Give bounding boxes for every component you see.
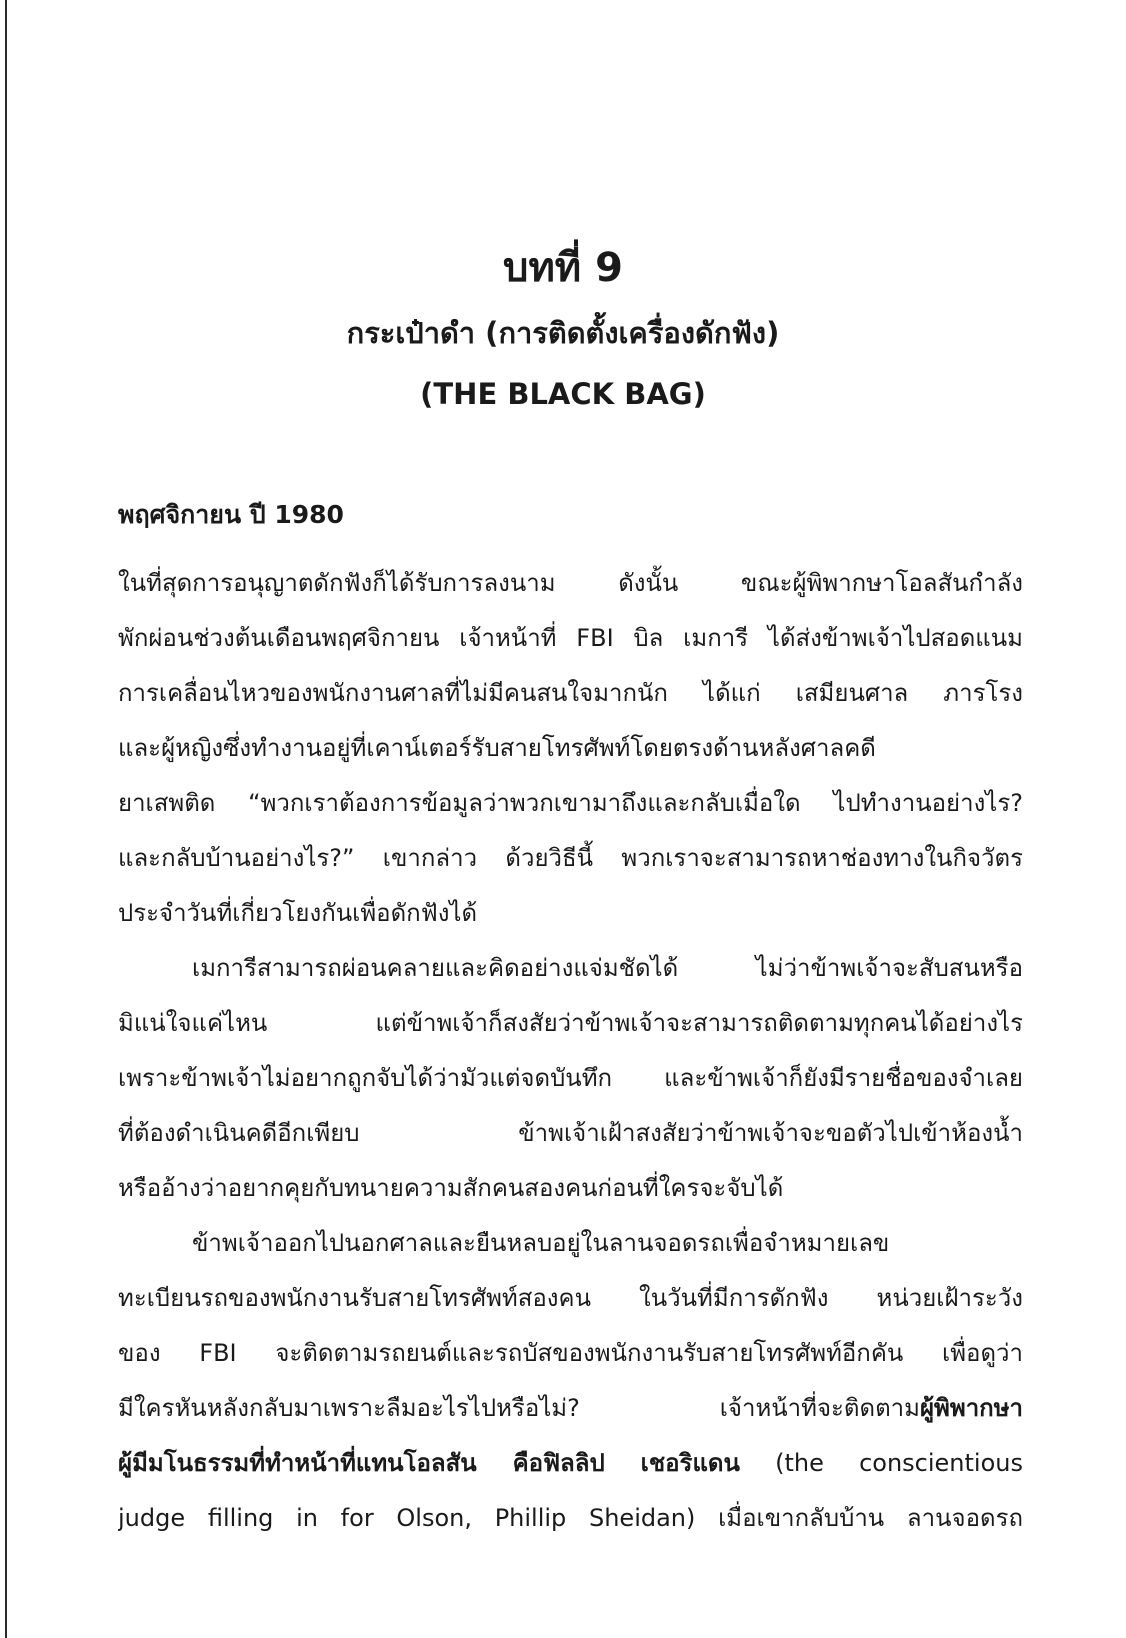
paragraph-1-line: ประจำวันที่เกี่ยวโยงกันเพื่อดักฟังได้ bbox=[118, 899, 478, 927]
chapter-subtitle: (THE BLACK BAG) bbox=[420, 377, 706, 411]
paragraph-2-line: ที่ต้องดำเนินคดีอีกเพียบ ข้าพเจ้าเฝ้าสงสัยว่าข้าพเจ้าจะขอตัวไปเข้าห้องน้ำ bbox=[118, 1119, 1023, 1147]
paragraph-1-line: และกลับบ้านอย่างไร?” เขากล่าว ด้วยวิธีนี้ พวกเราจะสามารถหาช่องทางในกิจวัตร bbox=[118, 844, 1023, 872]
paragraph-3-bold-text: ผู้มีมโนธรรมที่ทำหน้าที่แทนโอลสัน คือฟิลลิป เชอริแดน bbox=[118, 1449, 740, 1477]
paragraph-3-text: (the conscientious bbox=[739, 1449, 1023, 1477]
paragraph-1-line: ในที่สุดการอนุญาตดักฟังก็ได้รับการลงนาม ดังนั้น ขณะผู้พิพากษาโอลสันกำลัง bbox=[118, 569, 1023, 597]
paragraph-2-line: เพราะข้าพเจ้าไม่อยากถูกจับได้ว่ามัวแต่จดบันทึก และข้าพเจ้าก็ยังมีรายชื่อของจำเลย bbox=[118, 1064, 1023, 1092]
paragraph-1-line: ยาเสพติด “พวกเราต้องการข้อมูลว่าพวกเขามาถึงและกลับเมื่อใด ไปทำงานอย่างไร? bbox=[118, 789, 1023, 817]
paragraph-2-line: เมการีสามารถผ่อนคลายและคิดอย่างแจ่มชัดได้ ไม่ว่าข้าพเจ้าจะสับสนหรือ bbox=[192, 954, 1023, 982]
paragraph-3-line: ทะเบียนรถของพนักงานรับสายโทรศัพท์สองคน ในวันที่มีการดักฟัง หน่วยเฝ้าระวัง bbox=[118, 1284, 1023, 1312]
paragraph-3-line: ของ FBI จะติดตามรถยนต์และรถบัสของพนักงานรับสายโทรศัพท์อีกคัน เพื่อดูว่า bbox=[118, 1339, 1023, 1367]
paragraph-2-line: มิแน่ใจแค่ไหน แต่ข้าพเจ้าก็สงสัยว่าข้าพเจ้าจะสามารถติดตามทุกคนได้อย่างไร bbox=[118, 1009, 1023, 1037]
paragraph-1-line: การเคลื่อนไหวของพนักงานศาลที่ไม่มีคนสนใจมากนัก ได้แก่ เสมียนศาล ภารโรง bbox=[118, 679, 1023, 707]
paragraph-3-text: มีใครหันหลังกลับมาเพราะลืมอะไรไปหรือไม่? เจ้าหน้าที่จะติดตาม bbox=[118, 1394, 920, 1422]
section-date-heading: พฤศจิกายน ปี 1980 bbox=[118, 500, 344, 529]
paragraph-1-line: และผู้หญิงซึ่งทำงานอยู่ที่เคาน์เตอร์รับสายโทรศัพท์โดยตรงด้านหลังศาลคดี bbox=[118, 734, 876, 762]
paragraph-3-line: ข้าพเจ้าออกไปนอกศาลและยืนหลบอยู่ในลานจอดรถเพื่อจำหมายเลข bbox=[192, 1229, 890, 1257]
paragraph-3-line bbox=[118, 1436, 1023, 1491]
paragraph-3-bold-text: ผู้พิพากษา bbox=[919, 1394, 1023, 1422]
paragraph-2-line: หรืออ้างว่าอยากคุยกับทนายความสักคนสองคนก่อนที่ใครจะจับได้ bbox=[118, 1174, 784, 1202]
paragraph-3-line: judge filling in for Olson, Phillip Sheidan) เมื่อเขากลับบ้าน ลานจอดรถ bbox=[118, 1504, 1023, 1532]
chapter-number: บทที่ 9 bbox=[503, 245, 623, 291]
paragraph-1-line: พักผ่อนช่วงต้นเดือนพฤศจิกายน เจ้าหน้าที่ FBI บิล เมการี ได้ส่งข้าพเจ้าไปสอดแนม bbox=[118, 624, 1023, 652]
chapter-title: กระเป๋าดำ (การติดตั้งเครื่องดักฟัง) bbox=[346, 316, 780, 350]
body-text bbox=[118, 556, 1023, 1546]
paragraph-3-line bbox=[118, 1381, 1023, 1436]
